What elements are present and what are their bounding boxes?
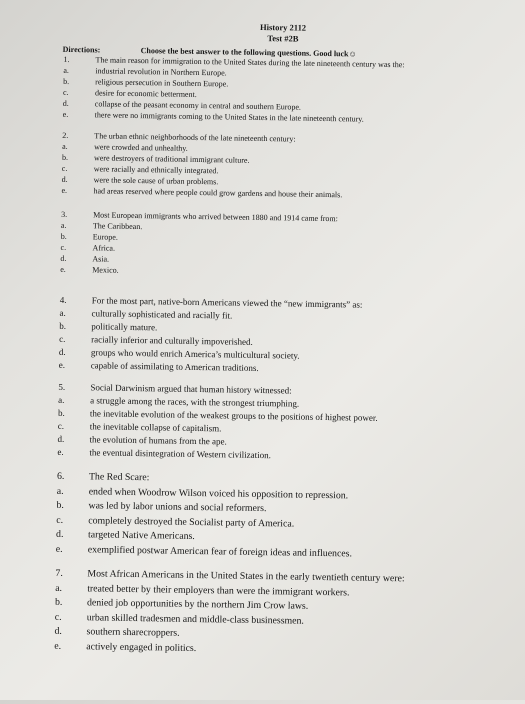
- option-letter: a.: [58, 394, 65, 405]
- option-text: religious persecution in Southern Europe.: [95, 77, 229, 89]
- option-text: urban skilled tradesmen and middle-class businessmen.: [86, 611, 304, 627]
- option-letter: e.: [55, 543, 63, 555]
- course-title: History 2112: [259, 21, 307, 33]
- option-letter: a.: [63, 65, 70, 75]
- option-text: the evolution of humans from the ape.: [89, 434, 227, 447]
- option-text: Africa.: [92, 243, 116, 253]
- question-text: Most European immigrants who arrived between 1880 and 1914 came from:: [93, 210, 338, 224]
- question-text: Social Darwinism argued that human history witnessed:: [90, 382, 292, 396]
- question-text: The urban ethnic neighborhoods of the late nineteenth century:: [94, 131, 296, 144]
- option-letter: c.: [61, 163, 68, 173]
- option-letter: b.: [60, 231, 67, 241]
- option-letter: d.: [58, 346, 66, 357]
- question-number: 5.: [58, 381, 66, 392]
- question-6: [0, 469, 523, 564]
- option-text: the inevitable evolution of the weakest groups to the positions of highest power.: [89, 408, 378, 423]
- question-7: [0, 566, 522, 661]
- option-letter: c.: [59, 333, 66, 344]
- question-5: [0, 380, 524, 466]
- option-letter: b.: [57, 407, 65, 418]
- option-letter: d.: [54, 625, 63, 637]
- option-text: southern sharecroppers.: [86, 626, 180, 639]
- option-letter: a.: [62, 141, 68, 151]
- option-text: groups who would enrich America’s multicultural society.: [90, 347, 300, 361]
- option-text: were the sole cause of urban problems.: [93, 175, 219, 187]
- option-text: targeted Native Americans.: [87, 529, 195, 542]
- option-letter: c.: [56, 514, 64, 526]
- option-letter: e.: [57, 446, 64, 457]
- option-letter: a.: [59, 307, 66, 318]
- question-text: For the most part, native-born Americans viewed the “new immigrants” as:: [91, 295, 363, 310]
- option-text: were destroyers of traditional immigrant culture.: [93, 153, 250, 165]
- option-letter: e.: [58, 359, 66, 370]
- option-text: capable of assimilating to American traditions.: [90, 360, 259, 373]
- option-text: the inevitable collapse of capitalism.: [89, 421, 222, 434]
- option-letter: c.: [62, 87, 69, 97]
- option-letter: a.: [60, 220, 67, 230]
- option-text: the eventual disintegration of Western civilization.: [89, 447, 271, 461]
- question-number: 7.: [55, 567, 63, 579]
- directions-text: Choose the best answer to the following questions. Good luck☺: [140, 46, 357, 59]
- option-letter: d.: [60, 253, 67, 263]
- option-letter: a.: [56, 485, 64, 497]
- question-number: 4.: [59, 294, 67, 305]
- option-text: industrial revolution in Northern Europe.: [95, 66, 227, 78]
- option-letter: e.: [54, 640, 62, 652]
- option-text: treated better by their employers than were the immigrant workers.: [87, 582, 350, 598]
- option-text: Asia.: [92, 254, 110, 264]
- test-title: Test #2B: [267, 33, 299, 44]
- question-number: 3.: [61, 209, 68, 219]
- option-text: politically mature.: [91, 321, 158, 333]
- option-letter: d.: [55, 528, 64, 540]
- question-number: 2.: [62, 130, 69, 140]
- question-number: 1.: [63, 54, 70, 64]
- option-letter: d.: [57, 433, 65, 444]
- option-letter: d.: [61, 174, 68, 184]
- option-letter: c.: [54, 611, 62, 623]
- option-letter: d.: [62, 98, 69, 108]
- option-text: were crowded and unhealthy.: [94, 142, 188, 153]
- option-text: actively engaged in politics.: [86, 640, 197, 654]
- option-text: The Caribbean.: [92, 221, 143, 232]
- option-text: culturally sophisticated and racially fit.: [91, 308, 233, 321]
- option-text: desire for economic betterment.: [94, 88, 197, 99]
- option-text: Europe.: [92, 232, 118, 242]
- question-2: [2, 129, 525, 203]
- option-text: collapse of the peasant economy in central and southern Europe.: [94, 99, 302, 112]
- question-3: [1, 208, 525, 282]
- option-letter: b.: [63, 76, 70, 86]
- question-text: Most African Americans in the United States in the early twentieth century were:: [87, 568, 405, 585]
- option-letter: b.: [54, 596, 63, 608]
- option-text: Mexico.: [92, 265, 119, 275]
- option-text: completely destroyed the Socialist party of America.: [88, 514, 295, 530]
- question-4: [0, 293, 525, 379]
- option-text: denied job opportunities by the northern Jim Crow laws.: [86, 597, 309, 612]
- option-text: were racially and ethnically integrated.: [93, 164, 219, 176]
- option-letter: c.: [60, 242, 67, 252]
- option-text: a struggle among the races, with the strongest triumphing.: [90, 395, 300, 409]
- option-text: was led by labor unions and social reformers.: [88, 500, 267, 515]
- option-text: there were no immigrants coming to the United States in the late nineteenth century.: [94, 110, 364, 124]
- option-text: had areas reserved where people could grow gardens and house their animals.: [93, 186, 343, 200]
- question-text: The main reason for immigration to the United States during the late nineteenth century was the:: [95, 55, 405, 70]
- option-letter: b.: [56, 499, 64, 511]
- option-letter: a.: [55, 582, 63, 594]
- option-letter: b.: [59, 320, 67, 331]
- option-letter: e.: [60, 264, 66, 274]
- option-letter: e.: [61, 185, 68, 195]
- test-header: [260, 22, 306, 45]
- question-text: The Red Scare:: [88, 471, 150, 484]
- option-text: ended when Woodrow Wilson voiced his opposition to repression.: [88, 485, 349, 501]
- option-letter: b.: [61, 152, 69, 162]
- option-text: racially inferior and culturally impoverished.: [91, 334, 253, 347]
- option-letter: e.: [62, 109, 69, 119]
- directions-label: Directions:: [62, 44, 101, 55]
- option-text: exemplified postwar American fear of foreign ideas and influences.: [87, 543, 353, 559]
- question-1: [4, 53, 525, 127]
- option-letter: c.: [57, 420, 65, 431]
- question-number: 6.: [56, 470, 65, 482]
